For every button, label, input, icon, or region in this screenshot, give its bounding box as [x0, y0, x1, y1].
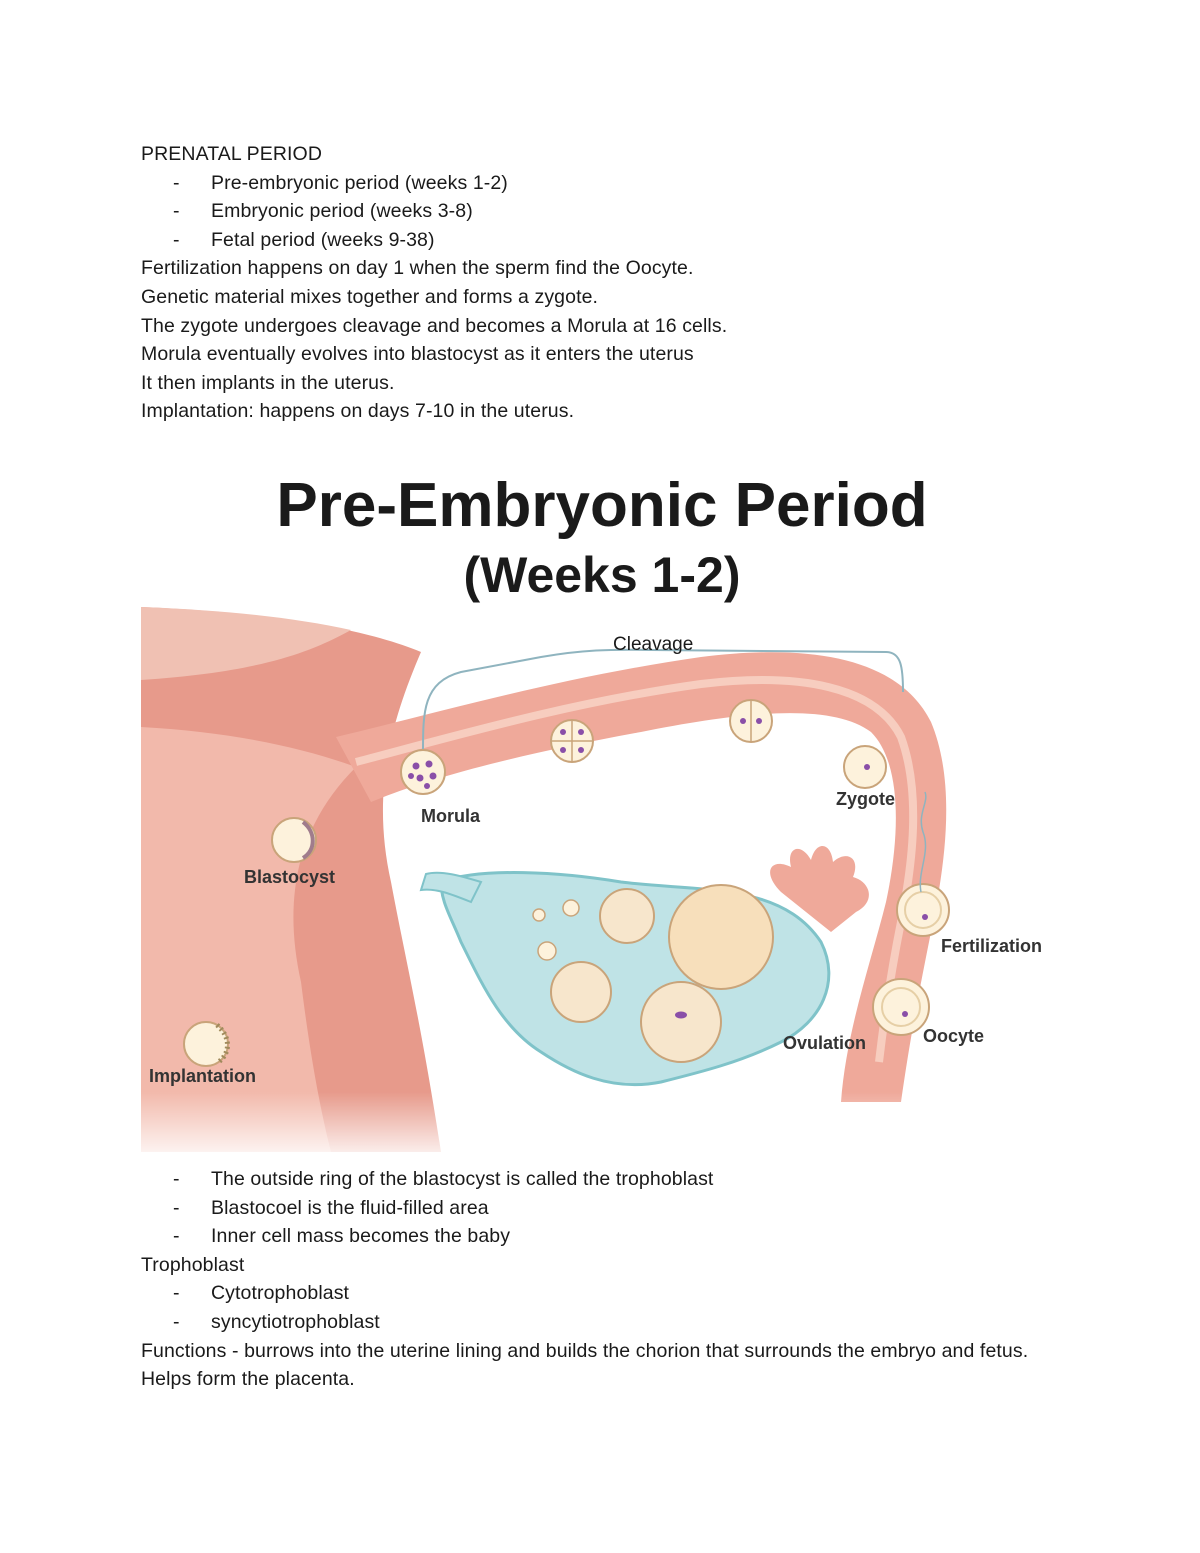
blastocyst-cell: [272, 818, 316, 862]
ovum-in-follicle: [675, 1012, 687, 1019]
period-list-item: - Embryonic period (weeks 3-8): [173, 200, 473, 223]
paragraph-line: Implantation: happens on days 7-10 in the uterus.: [141, 400, 575, 423]
label-cleavage: Cleavage: [613, 634, 694, 655]
label-blastocyst: Blastocyst: [244, 867, 336, 887]
oocyte-cell: [873, 979, 929, 1035]
trophoblast-heading: Trophoblast: [141, 1253, 245, 1276]
follicle: [600, 889, 654, 943]
paragraph-line: Fertilization happens on day 1 when the sperm find the Oocyte.: [141, 257, 694, 280]
note-list-item: - The outside ring of the blastocyst is called the trophoblast: [173, 1168, 714, 1190]
follicle: [551, 962, 611, 1022]
two-cell-stage: [730, 700, 772, 742]
trophoblast-list-item: - syncytiotrophoblast: [173, 1310, 380, 1333]
diagram-title: Pre-Embryonic Period: [276, 471, 928, 540]
pre-embryonic-diagram: [141, 462, 1063, 1162]
trophoblast-list-item: - Cytotrophoblast: [173, 1282, 350, 1305]
functions-paragraph: Functions - burrows into the uterine lining and builds the chorion that surrounds the embryo and fetus. Helps form the placenta.: [141, 1339, 1029, 1391]
paragraph-line: Morula eventually evolves into blastocyst as it enters the uterus: [141, 343, 694, 366]
section-heading: PRENATAL PERIOD: [141, 143, 323, 165]
note-list-item: - Inner cell mass becomes the baby: [173, 1225, 511, 1248]
label-oocyte: Oocyte: [923, 1026, 985, 1046]
paragraph-line: Genetic material mixes together and forms a zygote.: [141, 285, 599, 308]
intro-section: [141, 140, 1071, 426]
implantation-cell: [184, 1022, 228, 1066]
bottom-fade: [141, 1092, 1063, 1154]
follicle: [538, 942, 556, 960]
corpus-luteum: [669, 885, 773, 989]
period-list-item: - Pre-embryonic period (weeks 1-2): [173, 171, 508, 194]
morula-cell: [401, 750, 445, 794]
anatomy-illustration: [141, 462, 1063, 1162]
blastocyst-section: [141, 1165, 1071, 1394]
label-zygote: Zygote: [836, 789, 896, 809]
follicle: [533, 909, 545, 921]
follicle: [563, 900, 579, 916]
diagram-subtitle: (Weeks 1-2): [463, 547, 741, 603]
paragraph-line: It then implants in the uterus.: [141, 371, 395, 394]
label-fertilization: Fertilization: [941, 936, 1043, 956]
zygote-cell: [844, 746, 886, 788]
period-list-item: - Fetal period (weeks 9-38): [173, 228, 435, 251]
follicle: [641, 982, 721, 1062]
label-ovulation: Ovulation: [783, 1033, 867, 1053]
label-implantation: Implantation: [149, 1066, 256, 1086]
paragraph-line: The zygote undergoes cleavage and becomes a Morula at 16 cells.: [141, 314, 728, 337]
label-morula: Morula: [421, 806, 481, 826]
note-list-item: - Blastocoel is the fluid-filled area: [173, 1196, 489, 1219]
four-cell-stage: [551, 720, 593, 762]
